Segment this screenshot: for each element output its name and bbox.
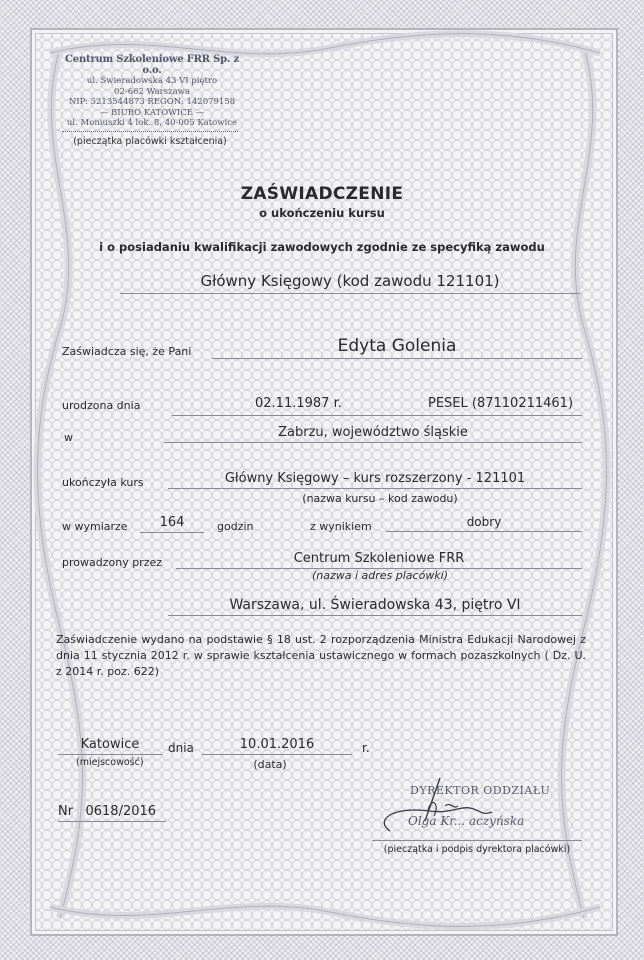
certify-label: Zaświadcza się, że Pani xyxy=(62,345,192,358)
provider-address: Warszawa, ul. Świeradowska 43, piętro VI xyxy=(168,597,582,616)
course-hint: (nazwa kursu – kod zawodu) xyxy=(302,492,458,505)
stamp-tax-ids: NIP: 5213544873 REGON: 142079158 xyxy=(68,97,236,107)
certificate-number: 0618/2016 xyxy=(85,804,157,819)
certificate-number-label: Nr xyxy=(58,804,74,819)
stamp-branch-address: ul. Moniuszki 4 lok. 8, 40-005 Katowice xyxy=(66,118,238,128)
document-subtitle: o ukończeniu kursu xyxy=(259,206,385,220)
stamp-caption: (pieczątka placówki kształcenia) xyxy=(62,131,238,147)
hours-label: w wymiarze xyxy=(62,520,128,533)
director-stamp-name: Olga Kr... aczyńska xyxy=(408,814,525,828)
signature-caption: (pieczątka i podpis dyrektora placówki) xyxy=(372,840,582,855)
provider-name: Centrum Szkoleniowe FRR xyxy=(176,551,582,569)
result-label: z wynikiem xyxy=(310,520,372,533)
document-subtitle-qualifications: i o posiadaniu kwalifikacji zawodowych zgodnie ze specyfiką zawodu xyxy=(99,240,545,254)
course-name: Główny Księgowy – kurs rozszerzony - 121101 xyxy=(168,471,582,489)
recipient-name: Edyta Golenia xyxy=(212,336,582,359)
handwritten-signature-icon xyxy=(370,776,590,846)
course-label: ukończyła kurs xyxy=(62,476,144,489)
place-label: w xyxy=(64,431,73,444)
legal-basis-text: Zaświadczenie wydano na podstawie § 18 ust. 2 rozporządzenia Ministra Edukacji Narodowej z dnia 11 stycznia 2012 r. w sprawie kształcenia ustawicznego w formach pozaszkolnych ( Dz. U. z 2014 r. poz. 622) xyxy=(56,633,586,678)
issue-place-hint: (miejscowość) xyxy=(76,757,144,768)
provider-hint: (nazwa i adres placówki) xyxy=(311,569,449,582)
director-stamp-title: DYREKTOR ODDZIAŁU xyxy=(410,784,551,797)
result-value: dobry xyxy=(386,515,582,532)
born-label: urodzona dnia xyxy=(62,399,141,412)
document-title: ZAŚWIADCZENIE xyxy=(240,184,404,204)
stamp-institution-name: Centrum Szkoleniowe FRR Sp. z o.o. xyxy=(65,54,239,76)
provider-label: prowadzony przez xyxy=(62,556,163,569)
stamp-city-line: 02-662 Warszawa xyxy=(114,86,190,97)
hours-unit: godzin xyxy=(217,520,254,533)
stamp-address-line: ul. Świeradowska 43 VI piętro xyxy=(86,76,218,86)
pesel-field: PESEL (87110211461) xyxy=(428,396,574,411)
issue-place: Katowice xyxy=(58,737,162,755)
profession-field: Główny Księgowy (kod zawodu 121101) xyxy=(120,272,580,294)
issue-date-label: dnia xyxy=(168,741,194,755)
director-signature-block xyxy=(370,776,590,846)
issue-date-hint: (data) xyxy=(253,758,287,771)
stamp-branch: — BIURO KATOWICE — xyxy=(99,107,205,118)
issue-date: 10.01.2016 xyxy=(202,737,352,755)
birth-date: 02.11.1987 r. xyxy=(255,396,342,411)
institution-stamp xyxy=(62,54,242,129)
stamp-branch-name: BIURO KATOWICE xyxy=(111,107,193,118)
certificate-number-line xyxy=(58,804,166,822)
hours-value: 164 xyxy=(140,515,204,533)
birth-place: Zabrzu, województwo śląskie xyxy=(164,425,582,443)
issue-date-suffix: r. xyxy=(362,741,370,755)
